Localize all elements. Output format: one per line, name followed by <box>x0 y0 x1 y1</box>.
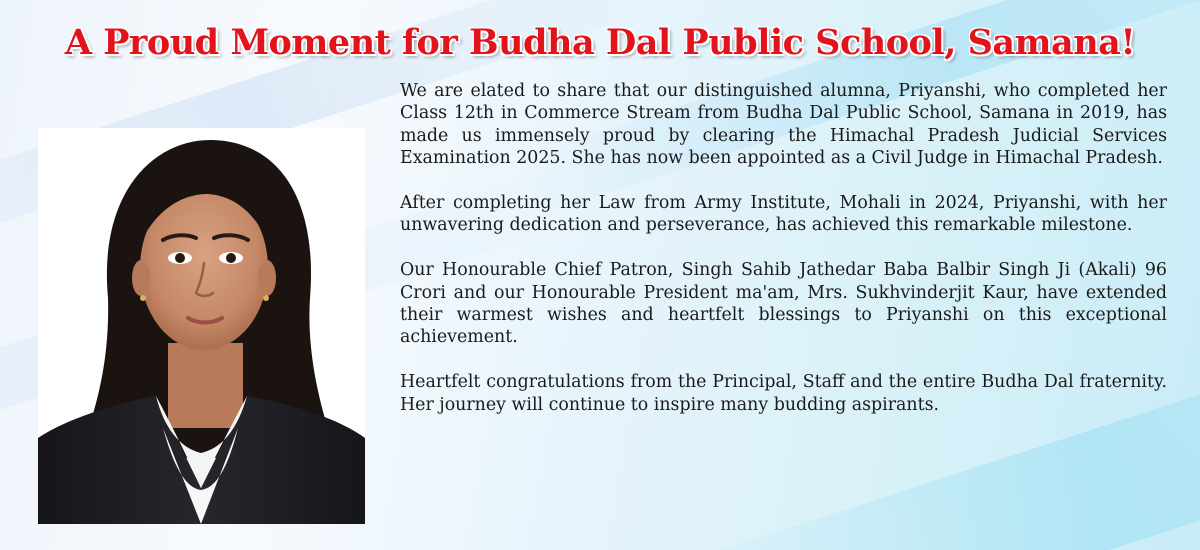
article-text <box>400 80 1167 438</box>
paragraph-education: After completing her Law from Army Institute, Mohali in 2024, Priyanshi, with her unwavering dedication and perseverance, has achieved this remarkable milestone. <box>400 193 1167 236</box>
portrait-photo <box>38 128 365 524</box>
paragraph-achievement: We are elated to share that our distinguished alumna, Priyanshi, who completed her Class 12th in Commerce Stream from Budha Dal Public School, Samana in 2019, has made us immensely proud by clearing the Himachal Pradesh Judicial Services Examination 2025. She has now been appointed as a Civil Judge in Himachal Pradesh. <box>400 81 1167 169</box>
paragraph-blessings: Our Honourable Chief Patron, Singh Sahib Jathedar Baba Balbir Singh Ji (Akali) 96 Crori and our Honourable President ma'am, Mrs. Sukhvinderjit Kaur, have extended their warmest wishes and heartfelt blessings to Priyanshi on this exceptional achievement. <box>400 260 1167 348</box>
portrait-illustration <box>38 128 365 524</box>
paragraph-congratulations: Heartfelt congratulations from the Principal, Staff and the entire Budha Dal fraternity. Her journey will continue to inspire many budding aspirants. <box>400 372 1167 415</box>
page-title: A Proud Moment for Budha Dal Public School, Samana! <box>64 22 1136 63</box>
